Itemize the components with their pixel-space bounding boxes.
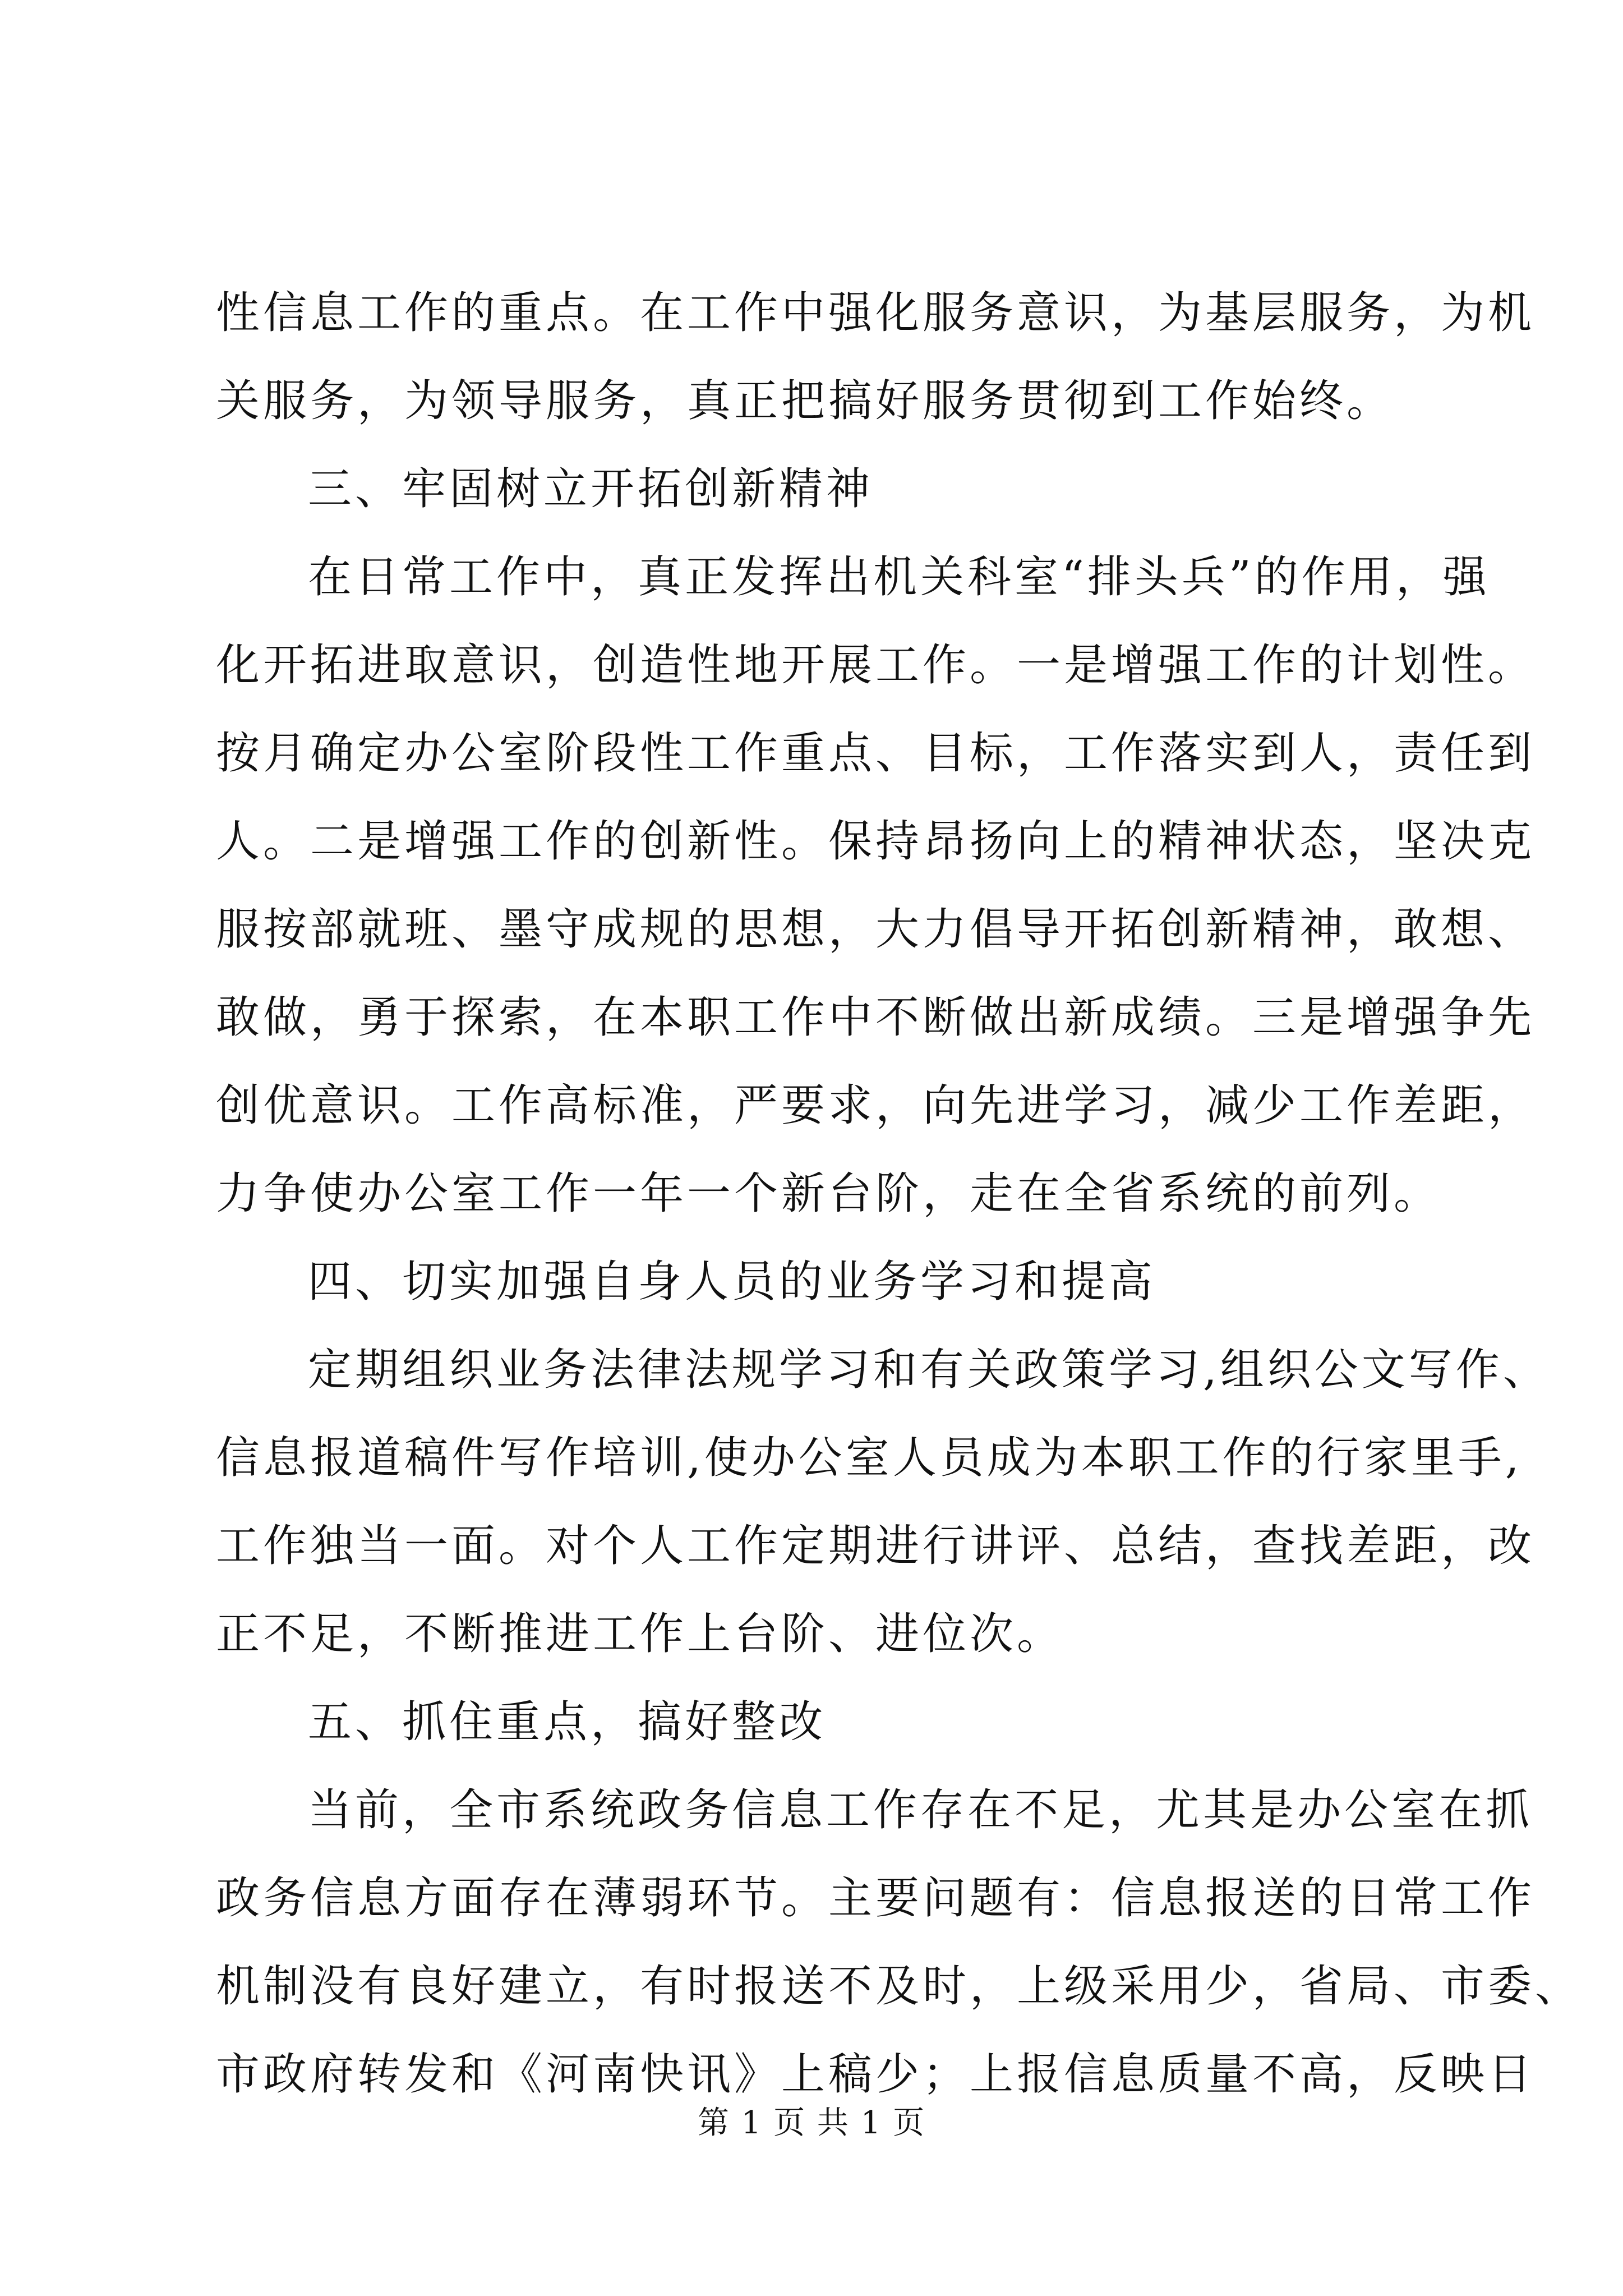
document-body <box>216 269 1583 2119</box>
text-line: 定期组织业务法律法规学习和有关政策学习,组织公文写作、 <box>308 1345 1550 1395</box>
text-line: 关服务，为领导服务，真正把搞好服务贯彻到工作始终。 <box>216 376 1394 426</box>
text-line: 机制没有良好建立，有时报送不及时，上级采用少，省局、市委、 <box>216 1961 1583 2012</box>
text-line: 按月确定办公室阶段性工作重点、目标，工作落实到人，责任到 <box>216 728 1536 779</box>
page-footer: 第 1 页 共 1 页 <box>697 2105 926 2141</box>
text-line: 敢做，勇于探索，在本职工作中不断做出新成绩。三是增强争先 <box>216 992 1536 1043</box>
text-line: 当前，全市系统政务信息工作存在不足，尤其是办公室在抓 <box>308 1785 1533 1835</box>
text-line: 四、切实加强自身人员的业务学习和提高 <box>308 1257 1156 1307</box>
text-line: 力争使办公室工作一年一个新台阶，走在全省系统的前列。 <box>216 1168 1441 1219</box>
text-line: 信息报道稿件写作培训,使办公室人员成为本职工作的行家里手, <box>216 1433 1523 1483</box>
text-line: 创优意识。工作高标准，严要求，向先进学习，减少工作差距， <box>216 1080 1536 1131</box>
text-line: 化开拓进取意识，创造性地开展工作。一是增强工作的计划性。 <box>216 640 1536 691</box>
text-line: 在日常工作中，真正发挥出机关科室“排头兵”的作用，强 <box>308 552 1490 602</box>
text-line: 人。二是增强工作的创新性。保持昂扬向上的精神状态，坚决克 <box>216 816 1536 867</box>
text-line: 服按部就班、墨守成规的思想，大力倡导开拓创新精神，敢想、 <box>216 904 1536 955</box>
text-line: 政务信息方面存在薄弱环节。主要问题有：信息报送的日常工作 <box>216 1873 1536 1924</box>
text-line: 三、牢固树立开拓创新精神 <box>308 464 874 514</box>
text-line: 市政府转发和《河南快讯》上稿少；上报信息质量不高，反映日 <box>216 2049 1536 2100</box>
text-line: 五、抓住重点，搞好整改 <box>308 1697 827 1747</box>
text-line: 正不足，不断推进工作上台阶、进位次。 <box>216 1609 1064 1659</box>
text-line: 性信息工作的重点。在工作中强化服务意识，为基层服务，为机 <box>216 288 1536 338</box>
text-line: 工作独当一面。对个人工作定期进行讲评、总结，查找差距，改 <box>216 1521 1536 1571</box>
